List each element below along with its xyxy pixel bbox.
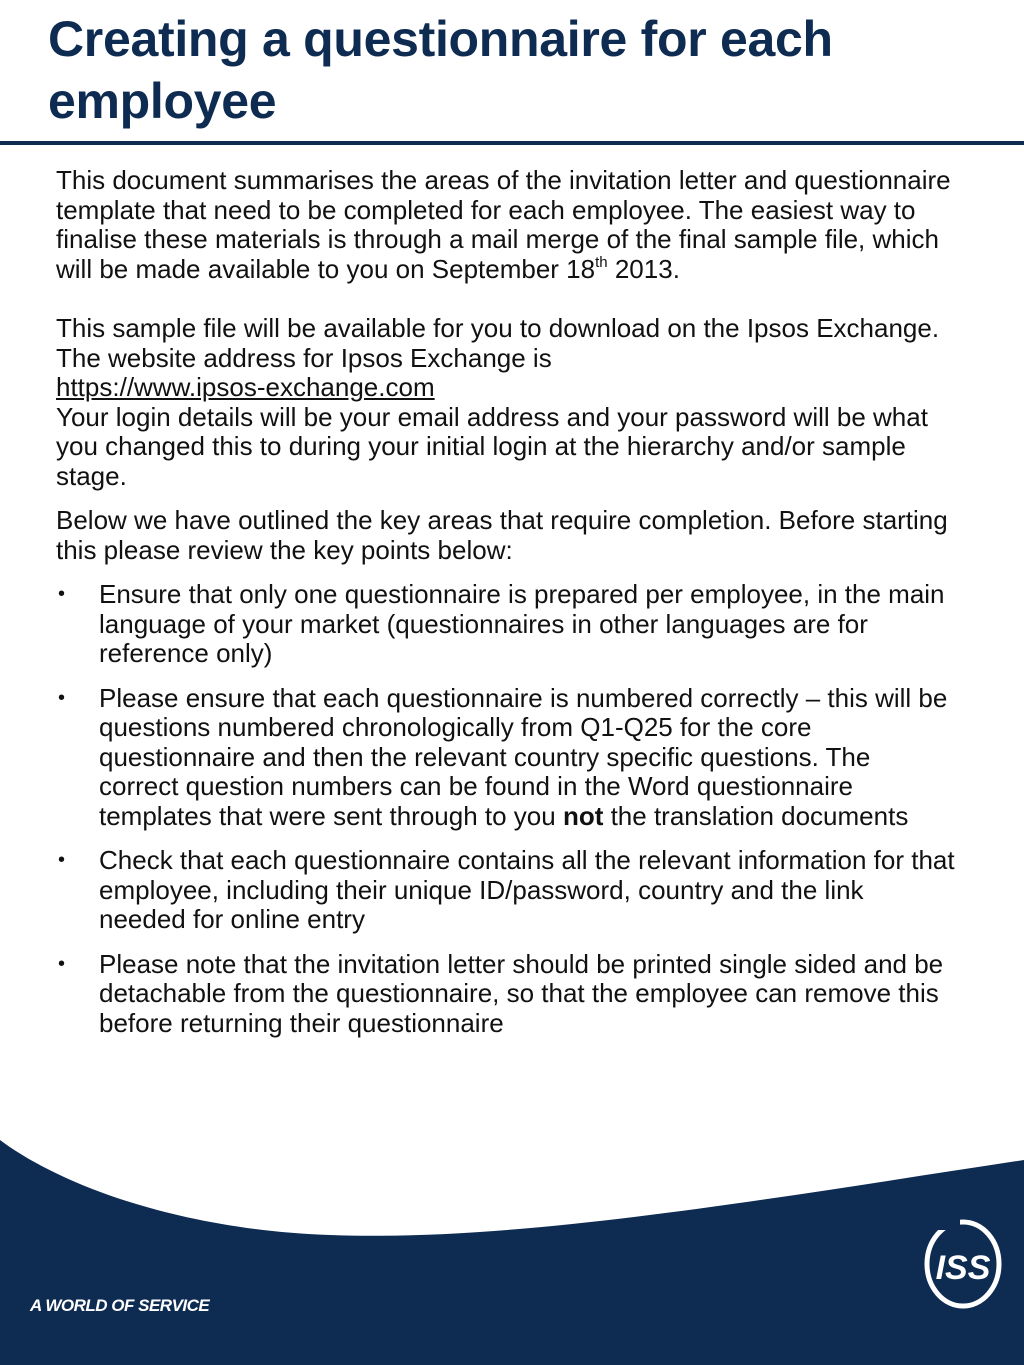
bullet-icon: • bbox=[58, 583, 66, 605]
slide-body bbox=[56, 166, 956, 1053]
footer-wave bbox=[0, 1140, 1024, 1365]
bullet-icon: • bbox=[58, 952, 66, 975]
download-paragraph bbox=[56, 314, 956, 491]
bullet-text-tail: the translation documents bbox=[603, 800, 909, 831]
bullet-text: Please ensure that each questionnaire is numbered correctly – this will be questions numbered chronologically from Q1-Q25 for the core questionnaire and then the relevant country specific questions. The correct question numbers can be found in the Word questionnaire templates that were sent through to you bbox=[99, 682, 948, 831]
logo-text: ISS bbox=[935, 1249, 991, 1287]
bullet-text: Check that each questionnaire contains all the relevant information for that employee, including their unique ID/password, country and the link needed for online entry bbox=[99, 845, 955, 934]
bullet-emphasis: not bbox=[562, 800, 604, 831]
bullet-icon: • bbox=[58, 849, 66, 871]
intro-tail: 2013. bbox=[607, 253, 680, 284]
list-item bbox=[56, 684, 956, 832]
login-text: Your login details will be your email address and your password will be what you changed this to during your initial login at the hierarchy and/or sample stage. bbox=[56, 401, 928, 491]
page-title: Creating a questionnaire for each employee bbox=[48, 11, 833, 129]
iss-logo bbox=[922, 1210, 1004, 1310]
bullet-text: Ensure that only one questionnaire is prepared per employee, in the main language of your market (questionnaires in other languages are for reference only) bbox=[99, 579, 945, 668]
key-points-list bbox=[56, 580, 956, 1038]
footer-tagline: A WORLD OF SERVICE bbox=[30, 1296, 210, 1315]
list-item bbox=[56, 580, 956, 669]
list-item bbox=[56, 846, 956, 935]
list-item bbox=[56, 950, 956, 1039]
download-text: This sample file will be available for you to download on the Ipsos Exchange. The website address for Ipsos Exchange is bbox=[56, 313, 940, 373]
ipsos-exchange-link[interactable]: https://www.ipsos-exchange.com bbox=[56, 372, 435, 402]
outline-paragraph: Below we have outlined the key areas that require completion. Before starting this please review the key points below: bbox=[56, 505, 948, 565]
intro-text: This document summarises the areas of the invitation letter and questionnaire template that need to be completed for each employee. The easiest way to finalise these materials is through a mail merge of the final sample file, which will be made available to you on September 18 bbox=[56, 165, 951, 284]
date-superscript: th bbox=[595, 253, 608, 271]
title-divider bbox=[0, 141, 1024, 145]
bullet-text: Please note that the invitation letter should be printed single sided and be detachable from the questionnaire, so that the employee can remove this before returning their questionnaire bbox=[99, 948, 944, 1038]
bullet-icon: • bbox=[58, 686, 66, 709]
intro-paragraph bbox=[56, 166, 956, 284]
